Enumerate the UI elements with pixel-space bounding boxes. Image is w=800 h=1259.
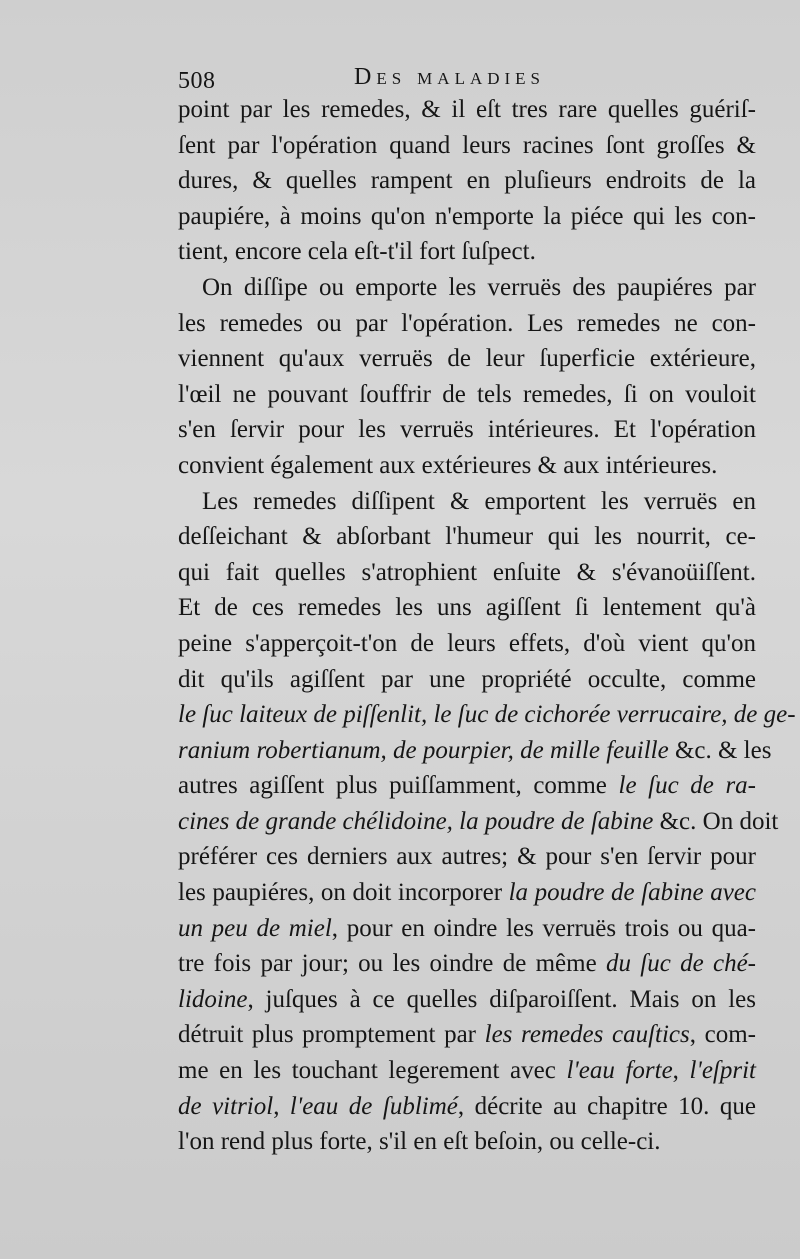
- text-segment: détruit plus promptement par: [178, 1021, 485, 1049]
- italic-text: de vitriol: [178, 1092, 274, 1120]
- italic-text: cines de grande chélidoine, la poudre de ſabine: [178, 807, 654, 835]
- text-segment: tre fois par jour; ou les oindre de même: [178, 950, 606, 978]
- italic-text: lidoine: [178, 985, 248, 1013]
- text-line: [178, 697, 796, 733]
- text-line: [178, 555, 756, 591]
- text-line: [178, 519, 756, 555]
- text-segment: ſent par l'opération quand leurs racines ſont groſſes &: [178, 131, 756, 159]
- text-line: [178, 270, 756, 306]
- page-header: [178, 62, 768, 94]
- italic-text: l'eſprit: [689, 1057, 756, 1085]
- text-segment: , pour en oindre les verruës trois ou qua-: [331, 914, 757, 942]
- text-line: [178, 839, 756, 875]
- text-segment: ,: [672, 1057, 690, 1085]
- text-line: [178, 911, 756, 947]
- text-segment: , décrite au chapitre 10. que: [457, 1092, 756, 1120]
- text-line: [178, 341, 756, 377]
- italic-text: le ſuc de ra-: [618, 772, 757, 800]
- italic-text: les remedes cauſtics: [484, 1021, 690, 1049]
- text-line: [178, 163, 756, 199]
- text-segment: s'en ſervir pour les verruës intérieures. Et l'opération: [178, 416, 756, 444]
- text-line: [178, 1017, 756, 1053]
- text-segment: préférer ces derniers aux autres; & pour s'en ſervir pour: [178, 843, 756, 871]
- text-line: [178, 92, 756, 128]
- text-segment: convient également aux extérieures & aux intérieures.: [178, 451, 718, 479]
- text-segment: l'on rend plus forte, s'il en eſt beſoin, ou celle-ci.: [178, 1128, 661, 1156]
- text-line: [178, 768, 756, 804]
- text-line: [178, 875, 756, 911]
- body-text: [178, 92, 796, 1160]
- text-line: [178, 982, 756, 1018]
- text-line: [178, 804, 779, 840]
- text-line: [178, 1053, 756, 1089]
- italic-text: un peu de miel: [178, 914, 332, 942]
- italic-text: l'eau de ſublimé: [289, 1092, 458, 1120]
- text-line: [178, 590, 756, 626]
- text-segment: &c. & les: [668, 736, 772, 764]
- text-line: [178, 377, 756, 413]
- text-segment: Et de ces remedes les uns agiſſent ſi lentement qu'à: [178, 594, 756, 622]
- text-segment: les paupiéres, on doit incorporer: [178, 879, 509, 907]
- text-segment: autres agiſſent plus puiſſamment, comme: [178, 772, 619, 800]
- text-segment: , juſques à ce quelles diſparoiſſent. Mais on les: [247, 985, 756, 1013]
- text-line: [178, 626, 756, 662]
- text-segment: deſſeichant & abſorbant l'humeur qui les nourrit, ce-: [178, 523, 756, 551]
- text-segment: Les remedes diſſipent & emportent les verruës en: [202, 487, 756, 515]
- text-segment: dit qu'ils agiſſent par une propriété occulte, comme: [178, 665, 756, 693]
- italic-text: ranium robertianum, de pourpier, de mille feuille: [178, 736, 669, 764]
- text-segment: tient, encore cela eſt-t'il fort ſuſpect.: [178, 238, 536, 266]
- text-segment: , com-: [689, 1021, 756, 1049]
- text-line: [178, 448, 756, 484]
- text-line: [178, 234, 756, 270]
- text-line: [178, 946, 756, 982]
- text-line: [178, 1089, 756, 1125]
- text-line: [178, 484, 756, 520]
- text-line: [178, 199, 756, 235]
- text-segment: On diſſipe ou emporte les verruës des paupiéres par: [202, 273, 756, 301]
- text-segment: viennent qu'aux verruës de leur ſuperficie extérieure,: [178, 345, 756, 373]
- italic-text: le ſuc laiteux de piſſenlit, le ſuc de cichorée verrucaire, de ge-: [178, 701, 796, 729]
- italic-text: la poudre de ſabine avec: [508, 879, 756, 907]
- italic-text: du ſuc de ché-: [605, 950, 757, 978]
- text-segment: &c. On doit: [653, 807, 779, 835]
- text-segment: dures, & quelles rampent en pluſieurs endroits de la: [178, 167, 756, 195]
- text-segment: me en les touchant legerement avec: [178, 1057, 567, 1085]
- running-title: Des maladies: [354, 64, 546, 90]
- text-line: [178, 662, 756, 698]
- text-segment: ,: [273, 1092, 290, 1120]
- page-number: 508: [178, 68, 216, 94]
- text-segment: qui fait quelles s'atrophient enſuite & s'évanoüiſſent.: [178, 558, 756, 586]
- italic-text: l'eau forte: [566, 1057, 673, 1085]
- text-segment: point par les remedes, & il eſt tres rare quelles guériſ-: [178, 96, 756, 123]
- text-line: [178, 306, 756, 342]
- text-segment: les remedes ou par l'opération. Les remedes ne con-: [178, 309, 756, 337]
- text-line: [178, 1124, 756, 1160]
- text-segment: l'œil ne pouvant ſouffrir de tels remedes, ſi on vouloit: [178, 380, 756, 408]
- text-line: [178, 733, 772, 769]
- text-segment: peine s'apperçoit-t'on de leurs effets, d'où vient qu'on: [178, 629, 756, 657]
- text-segment: paupiére, à moins qu'on n'emporte la piéce qui les con-: [178, 202, 756, 230]
- text-line: [178, 412, 756, 448]
- text-line: [178, 128, 756, 164]
